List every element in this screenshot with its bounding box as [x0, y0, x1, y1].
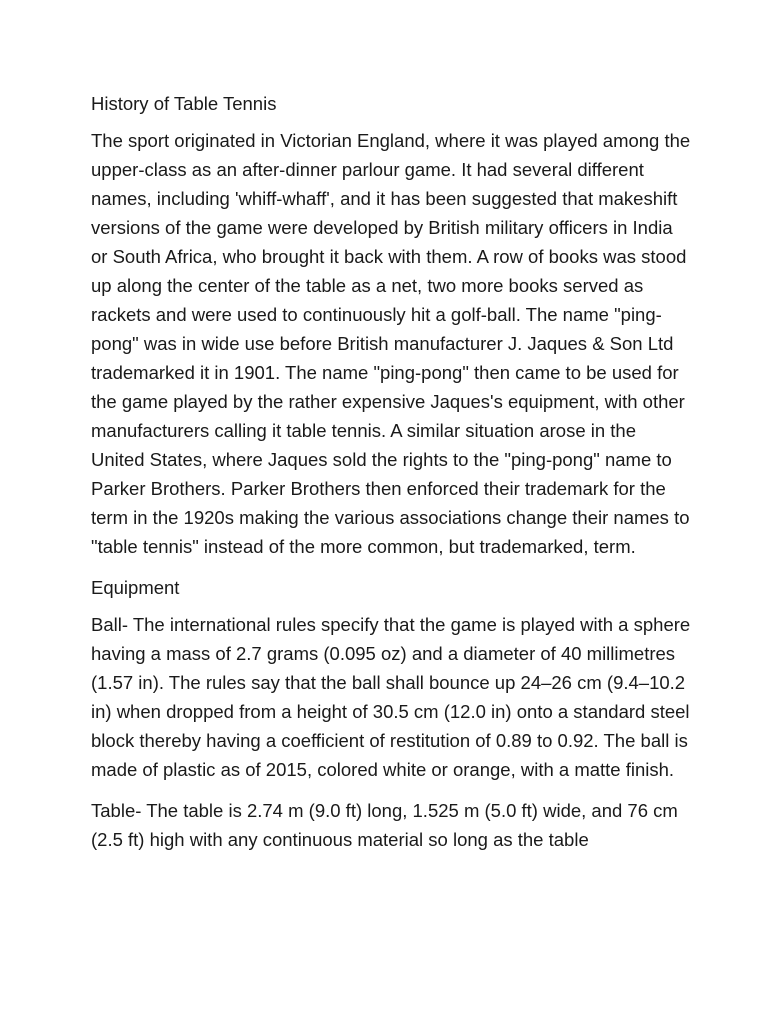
equipment-heading: Equipment [91, 577, 180, 598]
table-paragraph: Table- The table is 2.74 m (9.0 ft) long, 1.525 m (5.0 ft) wide, and 76 cm (2.5 ft) high with any continuous material so long as the table [91, 800, 678, 850]
ball-paragraph: Ball- The international rules specify that the game is played with a sphere having a mass of 2.7 grams (0.095 oz) and a diameter of 40 millimetres (1.57 in). The rules say that the ball shall bounce up 24–26 cm (9.4–10.2 in) when dropped from a height of 30.5 cm (12.0 in) onto a standard steel block thereby having a coefficient of restitution of 0.89 to 0.92. The ball is made of plastic as of 2015, colored white or orange, with a matte finish. [91, 614, 691, 780]
history-paragraph: The sport originated in Victorian England, where it was played among the upper-class as an after-dinner parlour game. It had several different names, including 'whiff-whaff', and it has been suggested that makeshift versions of the game were developed by British military officers in India or South Africa, who brought it back with them. A row of books was stood up along the center of the table as a net, two more books served as rackets and were used to continuously hit a golf-ball. The name "ping-pong" was in wide use before British manufacturer J. Jaques & Son Ltd trademarked it in 1901. The name "ping-pong" then came to be used for the game played by the rather expensive Jaques's equipment, with other manufacturers calling it table tennis. A similar situation arose in the United States, where Jaques sold the rights to the "ping-pong" name to Parker Brothers. Parker Brothers then enforced their trademark for the term in the 1920s making the various associations change their names to "table tennis" instead of the more common, but trademarked, term. [91, 130, 691, 557]
document-title: History of Table Tennis [91, 93, 277, 114]
document-body [91, 89, 691, 866]
